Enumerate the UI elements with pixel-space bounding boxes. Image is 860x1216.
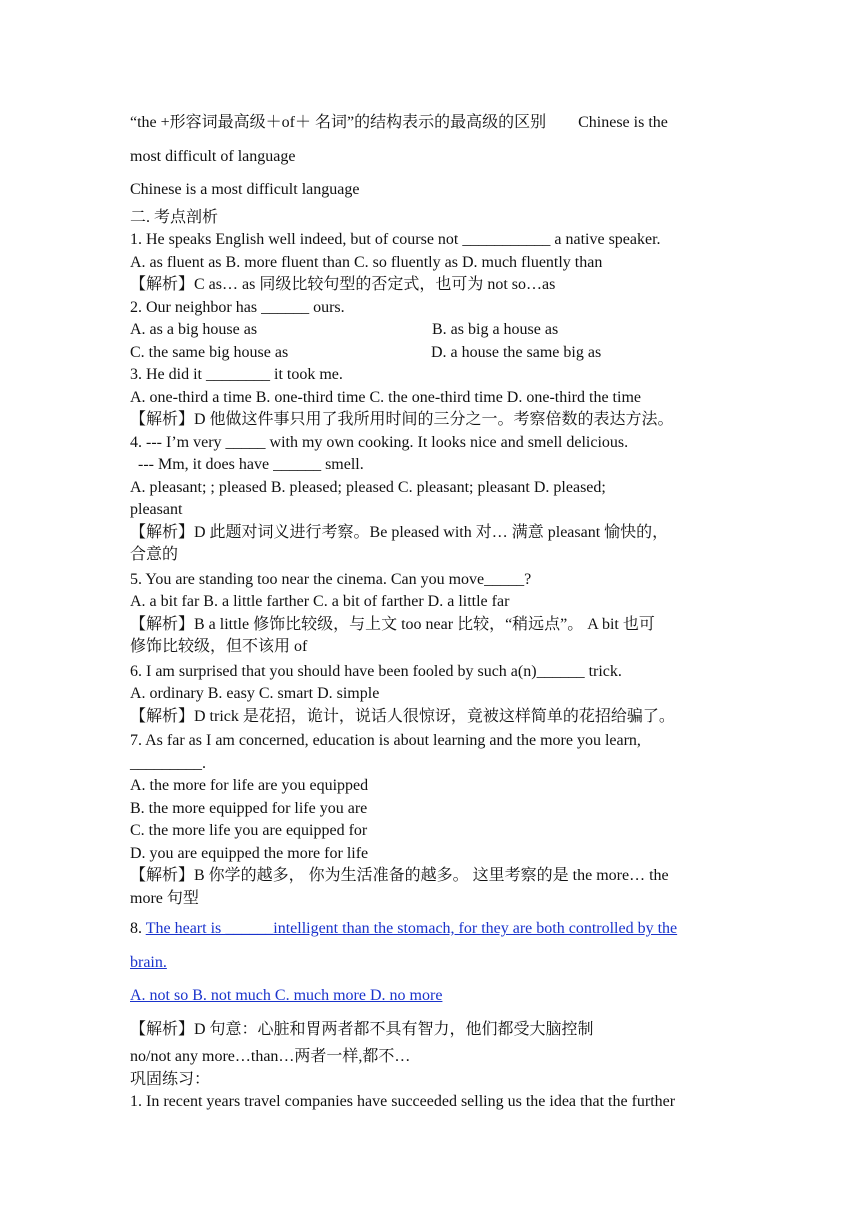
question-2-option-d: D. a house the same big as bbox=[431, 343, 602, 361]
question-4-analysis: 【解析】D 此题对词义进行考察。Be pleased with 对… 满意 pleasant 愉快的， bbox=[130, 523, 669, 541]
question-3-stem: 3. He did it ________ it took me. bbox=[130, 366, 343, 383]
question-7-stem: 7. As far as I am concerned, education is about learning and the more you learn, bbox=[130, 732, 641, 749]
question-5-stem: 5. You are standing too near the cinema. Can you move_____? bbox=[130, 570, 532, 588]
question-7-analysis-cont: more 句型 bbox=[130, 889, 199, 907]
question-8-stem-text: The heart is bbox=[145, 920, 226, 937]
question-8-stem bbox=[130, 912, 732, 946]
question-2-options-row-2 bbox=[130, 342, 732, 365]
question-4-options: A. pleasant; ; pleased B. pleased; pleased C. pleasant; pleasant D. pleased; bbox=[130, 478, 606, 496]
question-6-options: A. ordinary B. easy C. smart D. simple bbox=[130, 685, 380, 702]
question-7-analysis: 【解析】B 你学的越多， 你为生活准备的越多。 这里考察的是 the more… the bbox=[130, 867, 669, 884]
question-4-stem-reply: --- Mm, it does have ______ smell. bbox=[138, 456, 364, 473]
intro-line-3: Chinese is a most difficult language bbox=[130, 181, 360, 198]
question-3-options: A. one-third a time B. one-third time C. the one-third time D. one-third the time bbox=[130, 388, 641, 406]
question-2-option-b: B. as big a house as bbox=[432, 321, 559, 338]
section-title: 二. 考点剖析 bbox=[130, 208, 219, 226]
question-7-stem-cont: _________. bbox=[130, 754, 206, 772]
question-7-option-c: C. the more life you are equipped for bbox=[130, 822, 368, 839]
question-2-stem: 2. Our neighbor has ______ ours. bbox=[130, 298, 345, 316]
question-6-analysis: 【解析】D trick 是花招，诡计，说话人很惊讶，竟被这样简单的花招给骗了。 bbox=[130, 707, 675, 725]
question-8-stem-end: brain. bbox=[130, 953, 167, 971]
intro-line-1: “the +形容词最高级＋of＋ 名词”的结构表示的最高级的区别 Chinese is the bbox=[130, 114, 668, 131]
note-line: no/not any more…than…两者一样,都不… bbox=[130, 1048, 411, 1065]
question-8-blank: ______ bbox=[225, 920, 274, 937]
question-5-analysis-cont: 修饰比较级，但不该用 of bbox=[130, 638, 308, 655]
question-8-options-row bbox=[130, 979, 732, 1013]
question-1-analysis: 【解析】C as… as 同级比较句型的否定式，也可为 not so…as bbox=[130, 276, 556, 293]
question-2-options-row-1 bbox=[130, 319, 732, 342]
question-7-option-a: A. the more for life are you equipped bbox=[130, 777, 369, 794]
question-4-stem: 4. --- I’m very _____ with my own cooking. It looks nice and smell delicious. bbox=[130, 433, 629, 451]
question-4-options-cont: pleasant bbox=[130, 501, 183, 518]
intro-line-2: most difficult of language bbox=[130, 147, 296, 165]
question-7-option-b: B. the more equipped for life you are bbox=[130, 799, 368, 817]
practice-question-1: 1. In recent years travel companies have succeeded selling us the idea that the further bbox=[130, 1093, 676, 1110]
question-8-stem-text-2: intelligent than the stomach, for they are both controlled by the bbox=[273, 920, 678, 937]
question-1-options: A. as fluent as B. more fluent than C. so fluently as D. much fluently than bbox=[130, 253, 603, 271]
question-3-analysis: 【解析】D 他做这件事只用了我所用时间的三分之一。考察倍数的表达方法。 bbox=[130, 411, 674, 428]
question-6-stem: 6. I am surprised that you should have been fooled by such a(n)______ trick. bbox=[130, 662, 622, 680]
question-8-options: A. not so B. not much C. much more D. no more bbox=[130, 987, 443, 1004]
question-8-analysis: 【解析】D 句意：心脏和胃两者都不具有智力，他们都受大脑控制 bbox=[130, 1020, 594, 1038]
document-body bbox=[130, 106, 732, 1114]
question-2-option-a: A. as a big house as bbox=[130, 321, 258, 338]
question-4-analysis-cont: 合意的 bbox=[130, 546, 179, 563]
question-7-option-d: D. you are equipped the more for life bbox=[130, 844, 369, 862]
question-8-stem-cont bbox=[130, 946, 732, 980]
question-5-analysis: 【解析】B a little 修饰比较级，与上文 too near 比较，“稍远点”。 A bit 也可 bbox=[130, 615, 655, 633]
question-1-stem: 1. He speaks English well indeed, but of course not ___________ a native speaker. bbox=[130, 231, 661, 248]
question-5-options: A. a bit far B. a little farther C. a bit of farther D. a little far bbox=[130, 593, 510, 610]
practice-title: 巩固练习： bbox=[130, 1070, 211, 1088]
question-8-number: 8. bbox=[130, 920, 146, 937]
question-2-option-c: C. the same big house as bbox=[130, 343, 289, 361]
